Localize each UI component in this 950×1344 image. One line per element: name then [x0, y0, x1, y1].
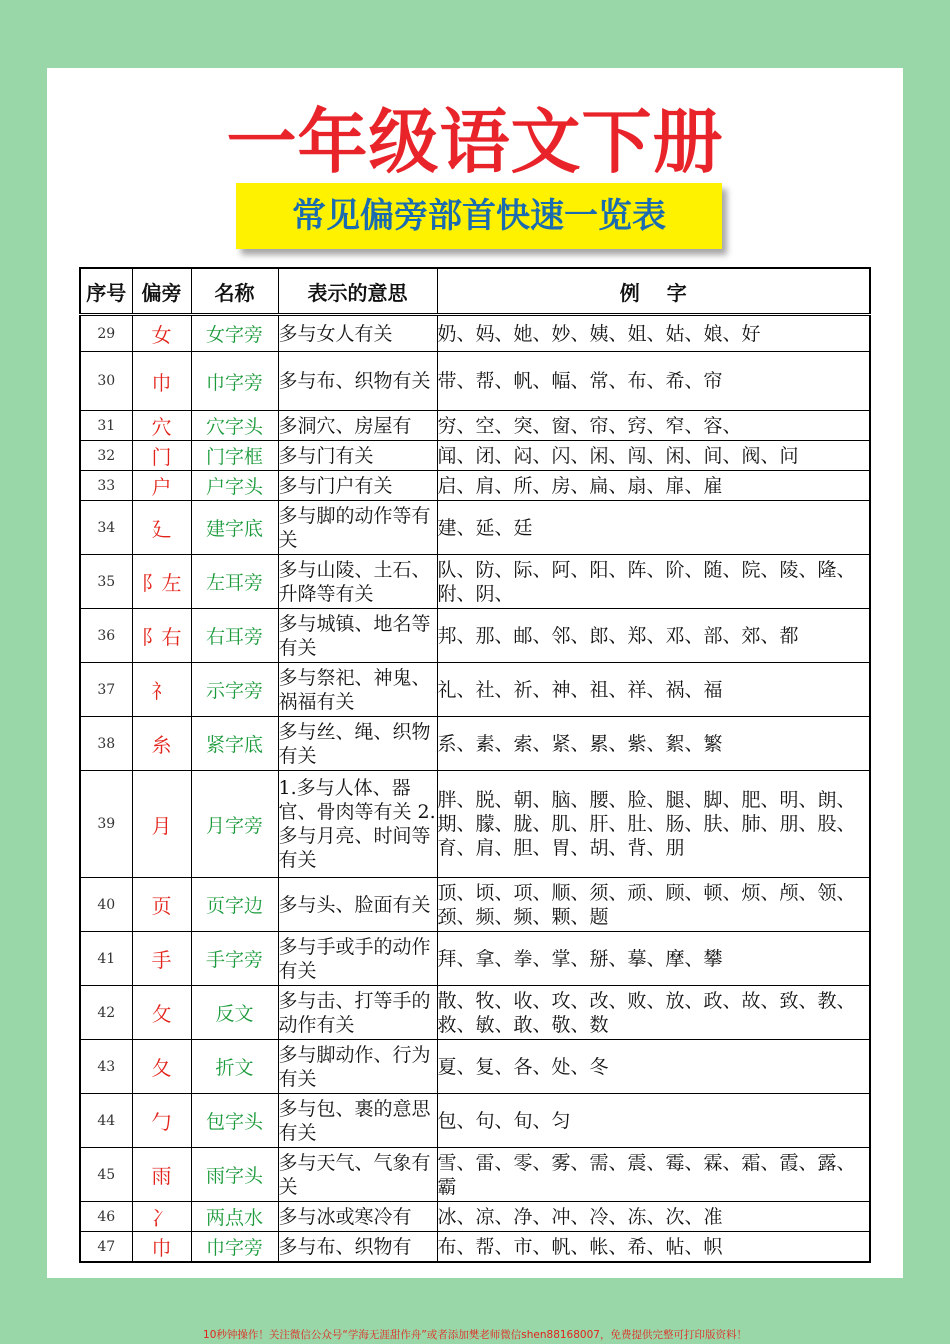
row-examples: 散、牧、收、攻、改、败、放、政、故、致、教、救、敏、敢、敬、数 — [437, 986, 870, 1040]
row-meaning: 多与山陵、土石、升降等有关 — [278, 555, 437, 609]
table-row — [80, 771, 870, 878]
row-name: 手字旁 — [191, 932, 278, 986]
row-num: 32 — [80, 441, 132, 471]
row-examples: 队、防、际、阿、阳、阵、阶、随、院、陵、隆、附、阴、 — [437, 555, 870, 609]
table-row — [80, 878, 870, 932]
radicals-table — [79, 267, 871, 1263]
subtitle-banner: 常见偏旁部首快速一览表 — [236, 183, 722, 249]
row-meaning: 多与丝、绳、织物有关 — [278, 717, 437, 771]
row-name: 两点水 — [191, 1202, 278, 1232]
row-meaning: 多与冰或寒冷有 — [278, 1202, 437, 1232]
row-examples: 胖、脱、朝、脑、腰、脸、腿、脚、肥、明、朗、期、朦、胧、肌、肝、肚、肠、肤、肺、朋、股、育、肩、胆、胃、胡、背、朋 — [437, 771, 870, 878]
row-examples: 冰、凉、净、冲、冷、冻、次、准 — [437, 1202, 870, 1232]
row-name: 穴字头 — [191, 411, 278, 441]
row-num: 35 — [80, 555, 132, 609]
row-name: 反文 — [191, 986, 278, 1040]
row-radical: 门 — [132, 441, 191, 471]
row-num: 37 — [80, 663, 132, 717]
row-name: 雨字头 — [191, 1148, 278, 1202]
header-meaning: 表示的意思 — [278, 268, 437, 315]
row-name: 女字旁 — [191, 315, 278, 352]
row-name: 月字旁 — [191, 771, 278, 878]
row-meaning: 多与天气、气象有关 — [278, 1148, 437, 1202]
table-row — [80, 932, 870, 986]
table-row — [80, 609, 870, 663]
header-num: 序号 — [80, 268, 132, 315]
row-radical: 冫 — [132, 1202, 191, 1232]
row-num: 40 — [80, 878, 132, 932]
row-name: 巾字旁 — [191, 352, 278, 411]
row-num: 42 — [80, 986, 132, 1040]
row-examples: 奶、妈、她、妙、姨、姐、姑、娘、好 — [437, 315, 870, 352]
row-meaning: 多与脚动作、行为有关 — [278, 1040, 437, 1094]
table-row — [80, 315, 870, 352]
table-row — [80, 1232, 870, 1263]
table-row — [80, 411, 870, 441]
row-meaning: 多与门户有关 — [278, 471, 437, 501]
row-radical: 夂 — [132, 1040, 191, 1094]
table-row — [80, 352, 870, 411]
row-num: 34 — [80, 501, 132, 555]
footer-notice: 10秒钟操作！关注微信公众号“学海无涯甜作舟”或者添加樊老师微信shen88168007，免费提供完整可打印版资料！ — [203, 1329, 747, 1341]
row-num: 47 — [80, 1232, 132, 1263]
header-examples: 例 字 — [437, 268, 870, 315]
row-num: 39 — [80, 771, 132, 878]
row-radical: 阝右 — [132, 609, 191, 663]
row-num: 45 — [80, 1148, 132, 1202]
row-name: 门字框 — [191, 441, 278, 471]
row-examples: 启、肩、所、房、扁、扇、扉、雇 — [437, 471, 870, 501]
row-name: 折文 — [191, 1040, 278, 1094]
row-meaning: 多洞穴、房屋有 — [278, 411, 437, 441]
table-row — [80, 501, 870, 555]
table-row — [80, 986, 870, 1040]
table-row — [80, 1094, 870, 1148]
table-row — [80, 555, 870, 609]
row-examples: 穷、空、突、窗、帘、窍、窄、容、 — [437, 411, 870, 441]
row-name: 左耳旁 — [191, 555, 278, 609]
row-meaning: 多与击、打等手的动作有关 — [278, 986, 437, 1040]
row-radical: 女 — [132, 315, 191, 352]
table-row — [80, 1148, 870, 1202]
row-name: 建字底 — [191, 501, 278, 555]
row-radical: 手 — [132, 932, 191, 986]
row-examples: 布、帮、市、帆、帐、希、帖、帜 — [437, 1232, 870, 1263]
row-examples: 闻、闭、闷、闪、闲、闯、闲、间、阀、问 — [437, 441, 870, 471]
row-radical: 阝左 — [132, 555, 191, 609]
row-name: 紧字底 — [191, 717, 278, 771]
row-meaning: 多与门有关 — [278, 441, 437, 471]
row-name: 户字头 — [191, 471, 278, 501]
row-num: 46 — [80, 1202, 132, 1232]
row-examples: 礼、社、祈、神、祖、祥、祸、福 — [437, 663, 870, 717]
row-examples: 夏、复、各、处、冬 — [437, 1040, 870, 1094]
table-header-row — [80, 268, 870, 315]
row-num: 43 — [80, 1040, 132, 1094]
row-radical: 户 — [132, 471, 191, 501]
row-name: 页字边 — [191, 878, 278, 932]
row-name: 包字头 — [191, 1094, 278, 1148]
row-name: 巾字旁 — [191, 1232, 278, 1263]
row-name: 示字旁 — [191, 663, 278, 717]
row-meaning: 多与头、脸面有关 — [278, 878, 437, 932]
row-examples: 建、延、廷 — [437, 501, 870, 555]
row-examples: 雪、雷、零、雾、需、震、霉、霖、霜、霞、露、霸 — [437, 1148, 870, 1202]
row-radical: 穴 — [132, 411, 191, 441]
row-radical: 糸 — [132, 717, 191, 771]
row-num: 38 — [80, 717, 132, 771]
table-row — [80, 663, 870, 717]
row-meaning: 多与城镇、地名等有关 — [278, 609, 437, 663]
row-num: 33 — [80, 471, 132, 501]
header-radical: 偏旁 — [132, 268, 191, 315]
table-row — [80, 717, 870, 771]
page-title: 一年级语文下册 — [226, 101, 724, 183]
row-radical: 廴 — [132, 501, 191, 555]
row-num: 30 — [80, 352, 132, 411]
row-meaning: 多与脚的动作等有关 — [278, 501, 437, 555]
row-num: 36 — [80, 609, 132, 663]
table-row — [80, 1202, 870, 1232]
row-num: 41 — [80, 932, 132, 986]
row-radical: 巾 — [132, 352, 191, 411]
row-meaning: 多与女人有关 — [278, 315, 437, 352]
row-meaning: 多与祭祀、神鬼、祸福有关 — [278, 663, 437, 717]
row-meaning: 多与布、织物有 — [278, 1232, 437, 1263]
row-radical: 攵 — [132, 986, 191, 1040]
row-radical: 巾 — [132, 1232, 191, 1263]
row-meaning: 1.多与人体、器官、骨肉等有关 2.多与月亮、时间等有关 — [278, 771, 437, 878]
row-meaning: 多与包、裹的意思有关 — [278, 1094, 437, 1148]
row-radical: 月 — [132, 771, 191, 878]
row-examples: 顶、顷、项、顺、须、顽、顾、顿、烦、颅、领、颈、频、频、颗、题 — [437, 878, 870, 932]
row-examples: 包、句、旬、匀 — [437, 1094, 870, 1148]
table-row — [80, 1040, 870, 1094]
row-examples: 拜、拿、拳、掌、掰、摹、摩、攀 — [437, 932, 870, 986]
row-examples: 系、素、索、紧、累、紫、絮、繁 — [437, 717, 870, 771]
row-num: 31 — [80, 411, 132, 441]
row-name: 右耳旁 — [191, 609, 278, 663]
row-radical: 页 — [132, 878, 191, 932]
table-row — [80, 441, 870, 471]
row-meaning: 多与手或手的动作有关 — [278, 932, 437, 986]
row-radical: 勹 — [132, 1094, 191, 1148]
row-examples: 邦、那、邮、邻、郎、郑、邓、部、郊、都 — [437, 609, 870, 663]
row-num: 44 — [80, 1094, 132, 1148]
table-row — [80, 471, 870, 501]
row-meaning: 多与布、织物有关 — [278, 352, 437, 411]
row-radical: 雨 — [132, 1148, 191, 1202]
row-num: 29 — [80, 315, 132, 352]
row-examples: 带、帮、帆、幅、常、布、希、帘 — [437, 352, 870, 411]
row-radical: 礻 — [132, 663, 191, 717]
header-name: 名称 — [191, 268, 278, 315]
